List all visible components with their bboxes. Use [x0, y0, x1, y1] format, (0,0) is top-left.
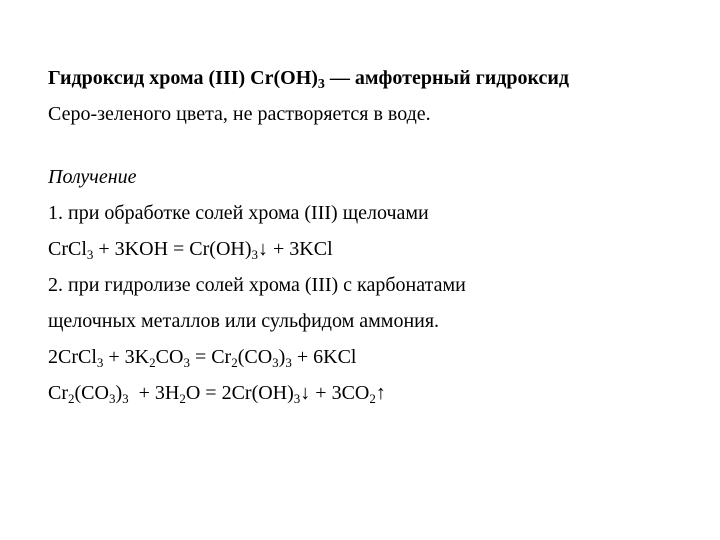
eq3-subscript: 2 [68, 391, 75, 406]
equation-3 [48, 375, 708, 411]
eq3-part: ↓ + 3CO [300, 382, 370, 404]
spacer [48, 132, 708, 159]
eq3-subscript: 3 [108, 391, 116, 406]
eq2-subscript: 3 [285, 355, 292, 370]
eq3-subscript: 3 [122, 391, 129, 406]
eq3-part: ) [115, 382, 123, 404]
eq2-subscript: 3 [272, 355, 279, 370]
title-text-2: — амфотерный гидроксид [324, 67, 569, 89]
eq3-part: + 3H [128, 382, 180, 404]
eq3-subscript: 3 [293, 391, 301, 406]
eq2-part: CO [155, 346, 184, 368]
eq1-part: ↓ + 3KCl [258, 238, 333, 260]
eq2-subscript: 2 [149, 355, 156, 370]
eq2-part: (CO [237, 346, 273, 368]
eq3-subscript: 2 [179, 391, 186, 406]
list-item-1-text: при обработке солей хрома (III) щелочами [68, 202, 429, 224]
eq2-part: 2CrCl [48, 346, 97, 368]
eq1-subscript: 3 [251, 247, 259, 262]
eq1-subscript: 3 [86, 247, 94, 262]
eq2-part: = Cr [189, 346, 232, 368]
equation-2 [48, 339, 708, 375]
slide-content [48, 60, 708, 411]
eq3-part: ↑ [375, 382, 386, 404]
list-item-1 [48, 195, 708, 231]
title-line [48, 60, 708, 96]
eq3-part: O = 2Cr(OH) [185, 382, 294, 404]
equation-1 [48, 231, 708, 267]
list-item-2-continuation: щелочных металлов или сульфидом аммония. [48, 310, 440, 332]
eq1-part: + 3KOH = Cr(OH) [93, 238, 252, 260]
eq2-subscript: 2 [231, 355, 238, 370]
eq1-part: CrCl [48, 238, 87, 260]
eq2-part: + 6KCl [291, 346, 357, 368]
description-line: Серо-зеленого цвета, не растворяется в воде. [48, 103, 431, 125]
eq2-part: ) [278, 346, 286, 368]
eq3-subscript: 2 [369, 391, 376, 406]
eq2-part: + 3K [103, 346, 150, 368]
eq3-part: (CO [74, 382, 109, 404]
list-item-2: 2. при гидролизе солей хрома (III) с карбонатами [48, 274, 466, 296]
list-item-1-number: 1. [48, 202, 63, 224]
eq3-part: Cr [48, 382, 68, 404]
title-subscript: 3 [317, 77, 325, 92]
section-heading: Получение [48, 166, 137, 188]
title-text-1: Гидроксид хрома (III) Cr(OH) [48, 67, 318, 89]
eq2-subscript: 3 [183, 355, 190, 370]
eq2-subscript: 3 [96, 355, 104, 370]
